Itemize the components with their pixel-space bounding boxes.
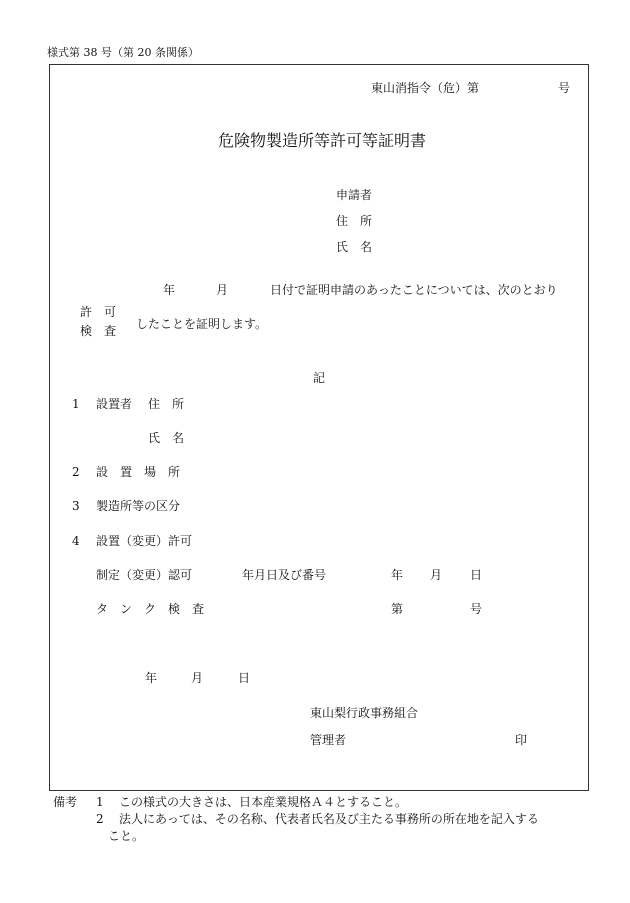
date-month: 月 <box>191 671 204 685</box>
doc-number-suffix: 号 <box>558 81 571 95</box>
date-day: 日 <box>238 671 251 685</box>
ki-heading: 記 <box>313 371 326 385</box>
item1-number: 1 <box>72 397 80 411</box>
statement-line1: 日付で証明申請のあったことについては、次のとおり <box>270 283 558 297</box>
form-label: 様式第 38 号（第 20 条関係） <box>47 46 199 59</box>
item3-label: 製造所等の区分 <box>96 499 181 513</box>
remark2-text-line1: 法人にあっては、その名称、代表者氏名及び主たる事務所の所在地を記入する <box>119 812 539 826</box>
item4b-go: 号 <box>470 602 483 616</box>
statement-option-kyoka: 許 可 <box>80 305 117 319</box>
item4a-label: 制定（変更）認可 <box>96 568 193 582</box>
item4a-year: 年 <box>391 568 404 582</box>
item1-name-label: 氏 名 <box>148 431 185 445</box>
remark1-text: この様式の大きさは、日本産業規格Ａ４とすること。 <box>119 795 408 809</box>
item4a-month: 月 <box>430 568 443 582</box>
item4a-day: 日 <box>470 568 483 582</box>
item4-number: 4 <box>72 534 80 548</box>
document-title: 危険物製造所等許可等証明書 <box>218 131 427 150</box>
item2-label: 設 置 場 所 <box>96 465 181 479</box>
item3-number: 3 <box>72 499 80 513</box>
item1-address-label: 住 所 <box>148 397 185 411</box>
remark2-text-line2: こと。 <box>108 829 145 843</box>
item4-label: 設置（変更）許可 <box>96 534 193 548</box>
statement-month: 月 <box>216 283 229 297</box>
statement-line2: したことを証明します。 <box>136 317 268 331</box>
remark1-number: 1 <box>96 795 104 809</box>
date-year: 年 <box>145 671 158 685</box>
item1-label: 設置者 <box>96 397 133 411</box>
item4a-sub: 年月日及び番号 <box>242 568 327 582</box>
certificate-frame <box>49 64 589 791</box>
applicant-heading: 申請者 <box>336 188 373 202</box>
statement-year: 年 <box>163 283 176 297</box>
item4b-label: タ ン ク 検 査 <box>96 602 205 616</box>
issuer-seal: 印 <box>515 733 528 747</box>
item2-number: 2 <box>72 465 80 479</box>
statement-option-kensa: 検 査 <box>80 324 117 338</box>
issuer-role: 管理者 <box>310 733 347 747</box>
applicant-name-label: 氏 名 <box>336 240 373 254</box>
remark2-number: 2 <box>96 812 104 826</box>
item4b-dai: 第 <box>391 602 404 616</box>
remarks-label: 備考 <box>53 795 78 809</box>
doc-number-prefix: 東山消指令（危）第 <box>371 81 480 95</box>
applicant-address-label: 住 所 <box>336 214 373 228</box>
issuer-org: 東山梨行政事務組合 <box>310 706 419 720</box>
